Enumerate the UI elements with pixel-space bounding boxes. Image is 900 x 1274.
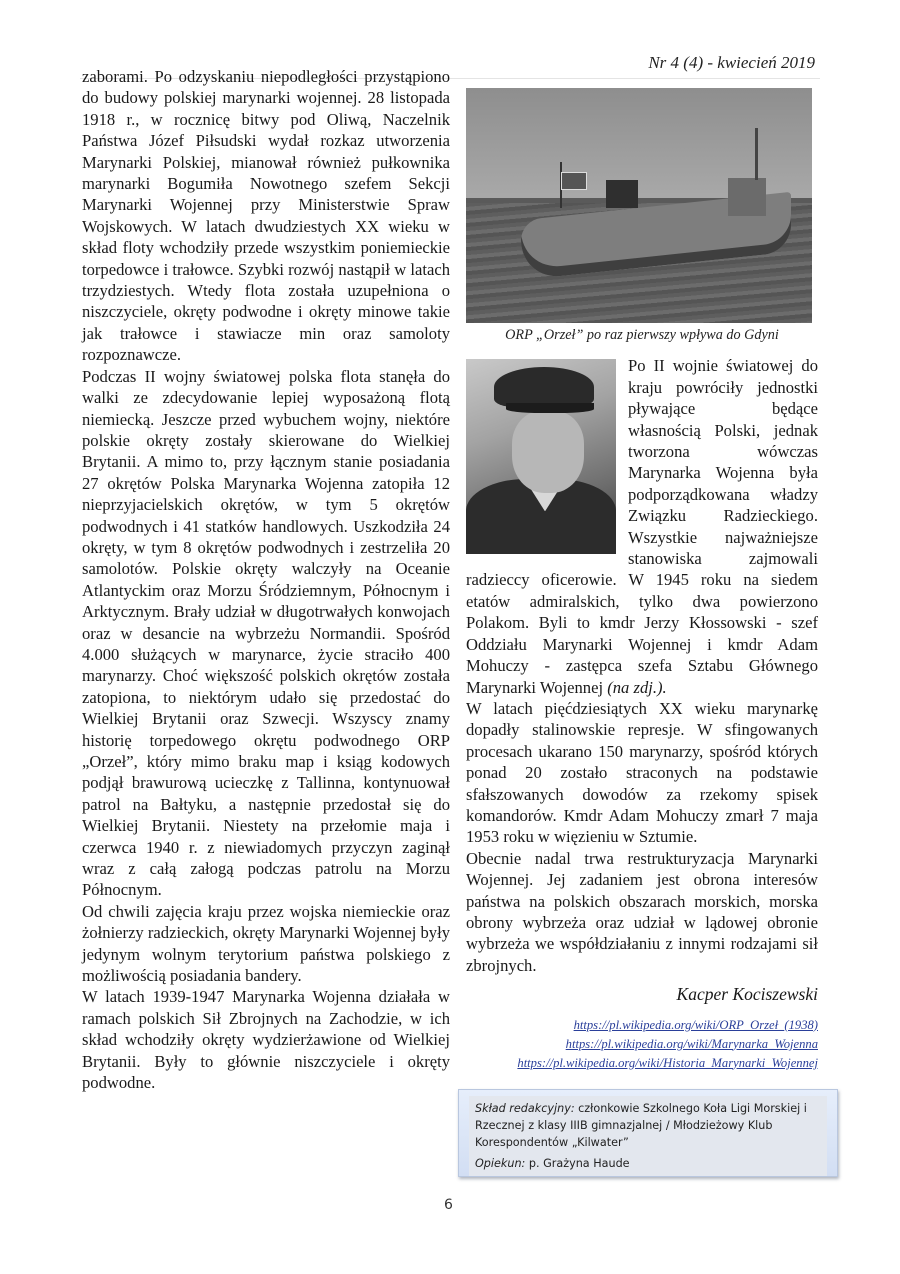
paragraph: Po II wojnie światowej do kraju powróciły jednostki pływające będące własnością Polski, jednak tworzona wówczas Marynarka Wojenna była podporządkowana władzy Związku Radzieckiego. Wszystkie najważniejsze stanowiska zajmowali radzieccy oficerowie. W 1945 roku na siedem etatów admiralskich, tylko dwa powierzono Polakom. Byli to kmdr Jerzy Kłossowski - szef Oddziału Marynarki Wojennej i kmdr Adam Mohuczy - zastępca szefa Sztabu Głównego Marynarki Wojennej (na zdj.). xyxy=(466,356,818,697)
paragraph: Od chwili zajęcia kraju przez wojska niemieckie oraz żołnierzy radzieckich, okręty Marynarki Wojennej były jedynym wolnym terytorium państwa polskiego z możliwością posiadania bandery. xyxy=(82,901,450,986)
source-link[interactable]: https://pl.wikipedia.org/wiki/Historia_Marynarki_Wojennej xyxy=(517,1055,818,1070)
submarine-photo xyxy=(466,88,812,323)
issue-header: Nr 4 (4) - kwiecień 2019 xyxy=(648,53,815,72)
paragraph: W latach pięćdziesiątych XX wieku marynarkę dopadły stalinowskie represje. W sfingowanych procesach ukarano 150 marynarzy, spośród których ponad 20 zostało straconych na podstawie sfałszowanych dowodów za rzekomy spisek komandorów. Kmdr Adam Mohuczy zmarł 7 maja 1953 roku w więzieniu w Sztumie. xyxy=(466,698,818,847)
editorial-text: członkowie Szkolnego Koła Ligi Morskiej i Rzecznej z klasy IIIB gimnazjalnej / Młodzieżowy Klub Korespondentów „Kilwater” xyxy=(475,1102,807,1149)
editorial-label: Skład redakcyjny: xyxy=(475,1102,575,1115)
paragraph: Obecnie nadal trwa restrukturyzacja Marynarki Wojennej. Jej zadaniem jest obrona interesów państwa na polskich obszarach morskich, morska obrony wybrzeża oraz udział w lądowej obronie wybrzeża we współdziałaniu z innymi rodzajami sił zbrojnych. xyxy=(466,848,818,975)
supervisor-label: Opiekun: xyxy=(475,1157,526,1170)
paragraph: Podczas II wojny światowej polska flota stanęła do walki ze zdecydowanie lepiej wyposażoną flotą niemiecką. Jeszcze przed wybuchem wojny, niektóre polskie okręty zostały skierowane do Wielkiej Brytanii. A mimo to, przy łącznym stanie posiadania 27 okrętów Polska Marynarka Wojenna zatopiła 12 nieprzyjacielskich okrętów, w tym 5 okrętów podwodnych i 41 statków handlowych. Uszkodziła 24 okręty, w tym 8 okrętów podwodnych i zestrzeliła 20 samolotów. Polskie okręty walczyły na Oceanie Atlantyckim oraz Morzu Śródziemnym, Północnym i Arktycznym. Brały udział w długotrwałych konwojach oraz w desancie na wybrzeżu Normandii. Spośród 4.000 służących w marynarce, życie straciło 400 marynarzy. Choć większość polskich okrętów została zatopiona, to niektórym udało się przedostać do Wielkiej Brytanii oraz Szwecji. Wszyscy znamy historię torpedowego okrętu podwodnego ORP „Orzeł”, który mimo braku map i ksiąg kodowych podjął brawurową ucieczkę z Tallinna, kontynuował patrol na Bałtyku, a następnie przedostał się do Wielkiej Brytanii. Niestety na przełomie maja i czerwca 1940 r. z niewiadomych przyczyn zaginął wraz z całą załogą podczas patrolu na Morzu Północnym. xyxy=(82,366,450,900)
author-signature: Kacper Kociszewski xyxy=(676,984,818,1005)
left-column xyxy=(82,66,450,1094)
page-number: 6 xyxy=(444,1197,453,1213)
editorial-credits-box xyxy=(458,1089,838,1177)
photo-note: (na zdj.). xyxy=(607,677,667,697)
officer-portrait xyxy=(466,359,616,554)
supervisor-text: p. Grażyna Haude xyxy=(525,1157,630,1170)
source-links xyxy=(466,1016,818,1073)
ensign-flag-icon xyxy=(561,172,587,190)
paragraph: W latach 1939-1947 Marynarka Wojenna działała w ramach polskich Sił Zbrojnych na Zachodzie, w ich skład wchodziły okręty wydzierżawione od Wielkiej Brytanii. Były to głównie niszczyciele i okręty podwodne. xyxy=(82,987,450,1093)
source-link[interactable]: https://pl.wikipedia.org/wiki/Marynarka_Wojenna xyxy=(565,1036,818,1051)
paragraph: zaborami. Po odzyskaniu niepodległości przystąpiono do budowy polskiej marynarki wojennej. 28 listopada 1918 r., w rocznicę bitwy pod Oliwą, Naczelnik Państwa Józef Piłsudski wydał rozkaz utworzenia Marynarki Polskiej, mianował również pułkownika marynarki Bogumiła Nowotnego szefem Sekcji Marynarki Wojennej przy Ministerstwie Spraw Wojskowych. W latach dwudziestych XX wieku w skład floty wchodziły przede wszystkim poniemieckie torpedowce i trałowce. Szybki rozwój nastąpił w latach trzydziestych. Wtedy flota została uzupełniona o niszczyciele, okręty podwodne i okręty minowe takie jak trałowce i stawiacze min oraz samoloty rozpoznawcze. xyxy=(82,67,450,365)
source-link[interactable]: https://pl.wikipedia.org/wiki/ORP_Orzeł_(1938) xyxy=(573,1017,818,1032)
right-column xyxy=(466,88,818,1073)
photo-caption: ORP „Orzeł” po raz pierwszy wpływa do Gdyni xyxy=(505,327,779,343)
